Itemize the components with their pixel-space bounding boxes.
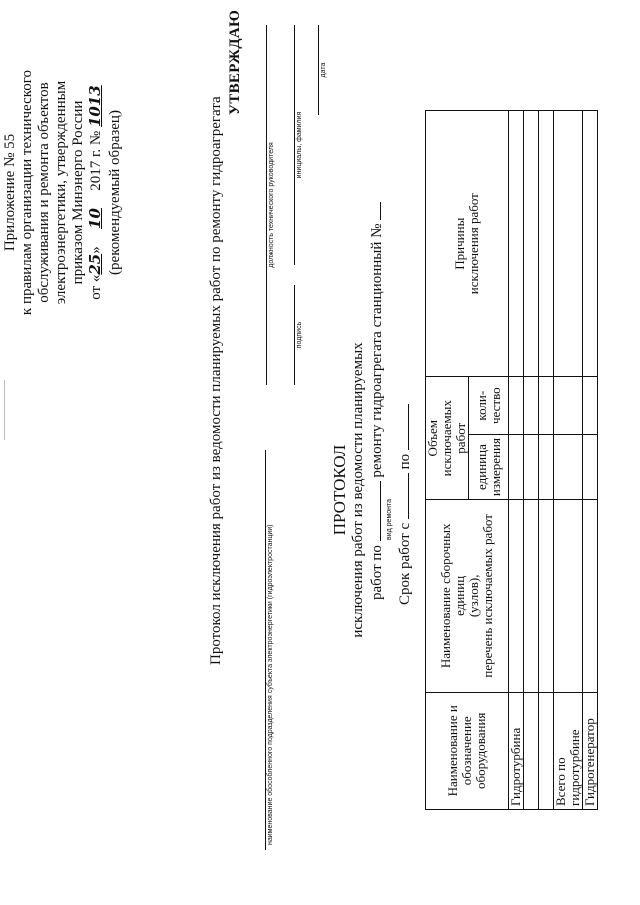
- approve-label: УТВЕРЖДАЮ: [227, 9, 243, 115]
- repair-type-caption: вид ремонта: [386, 498, 393, 540]
- date-day: 25: [86, 253, 104, 275]
- date-year: 2017 г. №: [88, 127, 104, 195]
- organization-line: [265, 450, 266, 850]
- exclusion-table: [425, 110, 598, 810]
- organization-caption: наименование обособленного подразделения субъекта электроэнергетики (гидроэлектростанции): [267, 524, 274, 845]
- date-prefix: от «: [88, 274, 104, 300]
- row-label: Всего по гидротурбине: [554, 692, 583, 809]
- row-label: [524, 692, 539, 809]
- protocol-line-1: исключения работ из ведомости планируемых: [350, 342, 366, 638]
- header-assembly-units: Наименование сборочных единиц (узлов), перечень исключаемых работ: [426, 500, 509, 692]
- protocol-title: ПРОТОКОЛ: [330, 444, 349, 536]
- header-reasons: Причины исключения работ: [426, 111, 509, 377]
- term-to-blank[interactable]: [396, 404, 409, 450]
- term-to-label: по: [397, 453, 413, 470]
- appendix-block: [2, 20, 124, 365]
- term-line: [396, 404, 414, 605]
- rules-line-1: к правилам организации технического: [19, 69, 35, 316]
- date-month: 10: [86, 208, 104, 229]
- sample-note: (рекомендуемый образец): [107, 110, 123, 275]
- header-quantity: коли- чество: [469, 377, 509, 435]
- row-label: Гидрогенератор: [583, 692, 598, 809]
- table-row: [524, 111, 539, 810]
- table-row: [539, 111, 554, 810]
- document-title: Протокол исключения работ из ведомости планируемых работ по ремонту гидроагрегата: [208, 96, 224, 665]
- signature-line: [294, 285, 295, 385]
- table-row: [554, 111, 583, 810]
- row-label: Гидротурбина: [509, 692, 524, 809]
- name-line: [294, 25, 295, 265]
- position-caption: должность технического руководителя: [268, 142, 275, 268]
- date-line: [318, 25, 319, 115]
- repair-type-blank[interactable]: [368, 481, 381, 541]
- rules-line-3: электроэнергетики, утвержденным: [53, 80, 69, 305]
- header-volume-group: Объем исключаемых работ: [426, 377, 469, 500]
- unit-number-blank[interactable]: [368, 202, 381, 220]
- order-number: 1013: [86, 85, 104, 127]
- order-date-line: [87, 20, 105, 365]
- repair-unit-label: ремонту гидроагрегата станционный №: [369, 223, 385, 478]
- date-caption: дата: [320, 62, 327, 78]
- rules-line-4: приказом Минэнерго России: [70, 100, 86, 285]
- name-caption: инициалы, фамилия: [296, 111, 303, 179]
- header-unit-of-measure: единица измерения: [469, 435, 509, 500]
- row-label: [539, 692, 554, 809]
- protocol-line-2: [368, 202, 386, 600]
- rules-line-2: обслуживания и ремонта объектов: [36, 82, 52, 303]
- term-from-label: Срок работ с: [397, 522, 413, 605]
- table-row: [509, 111, 524, 810]
- table-row: [583, 111, 598, 810]
- position-line: [266, 25, 267, 385]
- signature-caption: подпись: [296, 321, 303, 349]
- header-equipment: Наименование и обозначение оборудования: [426, 692, 509, 809]
- term-from-blank[interactable]: [396, 473, 409, 519]
- works-by-label: работ по: [369, 545, 385, 600]
- appendix-number: Приложение № 55: [2, 133, 18, 252]
- date-mid: »: [88, 242, 104, 254]
